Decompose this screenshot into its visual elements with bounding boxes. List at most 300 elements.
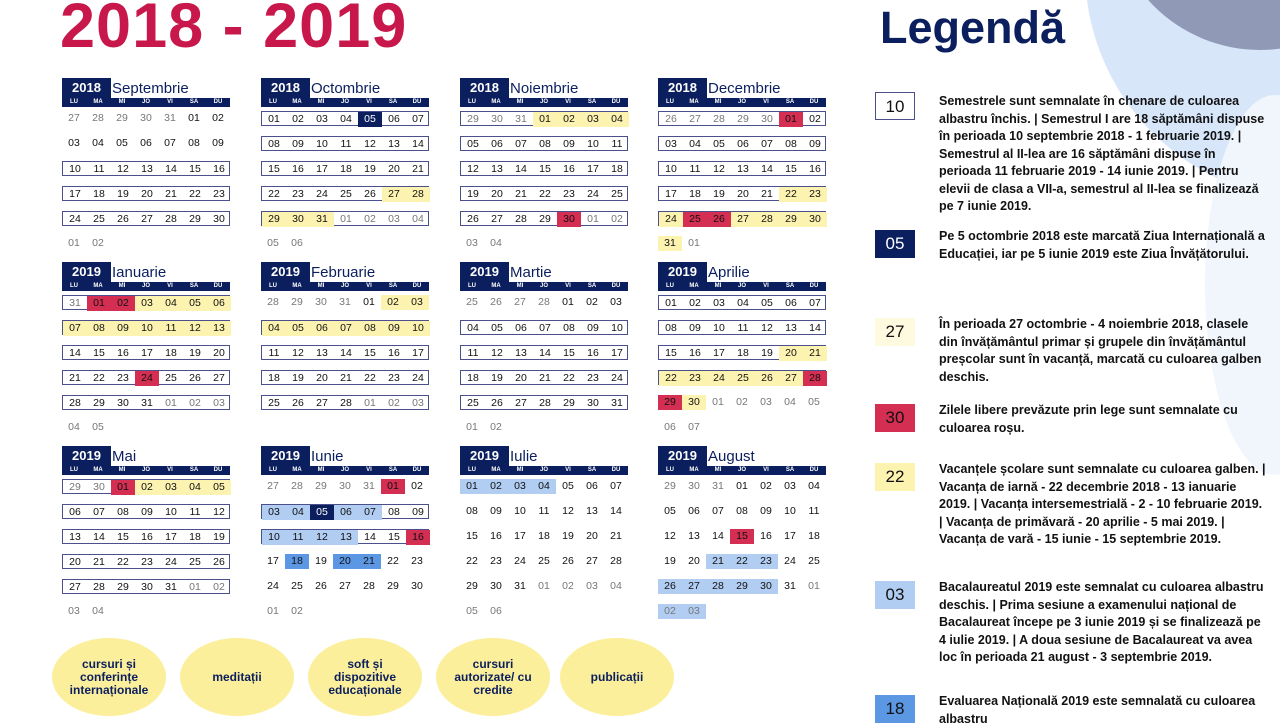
weekday-label: MI (118, 99, 126, 105)
day-cell: 07 (515, 138, 527, 150)
day-cell: 23 (803, 187, 827, 202)
day-cell: 30 (117, 397, 129, 409)
day-cell: 23 (683, 371, 707, 386)
day-cell: 28 (406, 187, 430, 202)
day-cell: 18 (538, 530, 550, 542)
day-cell: 13 (316, 347, 328, 359)
day-cell: 26 (467, 213, 479, 225)
day-cell: 19 (213, 531, 225, 543)
day-cell: 03 (68, 605, 80, 617)
weekday-label: JO (141, 99, 150, 105)
day-cell: 04 (92, 605, 104, 617)
week-row (658, 111, 826, 126)
day-cell: 20 (515, 372, 527, 384)
month-year: 2018 (658, 78, 707, 98)
day-cell: 03 (508, 479, 532, 494)
weekday-label: DU (611, 99, 621, 105)
weekday-label: JO (340, 99, 349, 105)
weekday-label: SA (587, 99, 597, 105)
day-cell: 06 (388, 113, 400, 125)
day-cell: 18 (611, 163, 623, 175)
day-cell: 01 (381, 479, 405, 494)
day-cell: 23 (587, 372, 599, 384)
day-cell: 29 (116, 112, 128, 124)
day-cell: 02 (658, 604, 682, 619)
month-header (260, 446, 430, 466)
day-cell: 13 (688, 530, 700, 542)
day-cell: 10 (713, 322, 725, 334)
month-name: August (708, 448, 755, 465)
day-cell: 30 (587, 397, 599, 409)
day-cell: 16 (213, 163, 225, 175)
day-cell: 05 (267, 237, 279, 249)
day-cell: 05 (358, 112, 382, 127)
day-cell: 19 (467, 188, 479, 200)
day-cell: 20 (316, 372, 328, 384)
day-cell: 04 (532, 479, 556, 494)
month-year: 2019 (62, 446, 111, 466)
day-cell: 30 (315, 296, 327, 308)
week-row (62, 295, 230, 310)
day-cell: 14 (712, 530, 724, 542)
day-cell: 09 (292, 138, 304, 150)
day-cell: 25 (189, 556, 201, 568)
day-cell: 09 (689, 322, 701, 334)
weekday-label: DU (611, 467, 621, 473)
day-cell: 15 (117, 531, 129, 543)
service-bubble[interactable]: cursuri autorizate/ cu credite (436, 638, 550, 716)
day-cell: 27 (491, 213, 503, 225)
day-cell: 19 (664, 555, 676, 567)
week-row (460, 236, 628, 251)
day-cell: 29 (658, 395, 682, 410)
week-row (658, 579, 826, 594)
weekday-label: JO (340, 467, 349, 473)
day-cell: 20 (213, 347, 225, 359)
month-header (61, 78, 231, 98)
day-cell: 07 (712, 505, 724, 517)
service-bubble[interactable]: publicații (560, 638, 674, 716)
day-cell: 05 (286, 321, 310, 336)
day-cell: 06 (664, 421, 676, 433)
day-cell: 26 (755, 371, 779, 386)
day-cell: 24 (587, 188, 599, 200)
day-cell: 01 (340, 213, 352, 225)
day-cell: 08 (785, 138, 797, 150)
day-cell: 06 (737, 138, 749, 150)
week-row (460, 295, 628, 310)
day-cell: 14 (93, 531, 105, 543)
day-cell: 19 (491, 372, 503, 384)
day-cell: 28 (69, 397, 81, 409)
day-cell: 03 (665, 138, 677, 150)
day-cell: 15 (730, 529, 754, 544)
day-cell: 23 (117, 372, 129, 384)
day-cell: 22 (466, 555, 478, 567)
weekday-label: LU (269, 99, 277, 105)
weekday-label: MI (317, 283, 325, 289)
day-cell: 05 (491, 322, 503, 334)
month-year: 2019 (658, 262, 707, 282)
day-cell: 04 (68, 421, 80, 433)
day-cell: 28 (515, 213, 527, 225)
day-cell: 18 (268, 372, 280, 384)
weekday-label: MA (93, 467, 103, 473)
day-cell: 14 (340, 347, 352, 359)
day-cell: 29 (467, 113, 479, 125)
day-cell: 24 (784, 555, 796, 567)
month-year: 2019 (658, 446, 707, 466)
day-cell: 04 (610, 580, 622, 592)
day-cell: 06 (291, 237, 303, 249)
day-cell: 13 (207, 321, 231, 336)
day-cell: 14 (412, 138, 424, 150)
day-cell: 04 (286, 505, 310, 520)
day-cell: 03 (68, 137, 80, 149)
day-cell: 26 (491, 397, 503, 409)
week-row (261, 161, 429, 176)
day-cell: 05 (562, 480, 574, 492)
day-cell: 14 (539, 347, 551, 359)
weekday-label: MA (689, 283, 699, 289)
day-cell: 29 (189, 213, 201, 225)
day-cell: 01 (533, 112, 557, 127)
day-cell: 24 (135, 371, 159, 386)
day-cell: 05 (207, 480, 231, 495)
day-cell: 17 (713, 347, 725, 359)
weekday-label: MA (292, 467, 302, 473)
month-name: Ianuarie (112, 264, 167, 281)
day-cell: 04 (92, 137, 104, 149)
weekday-label: MA (292, 283, 302, 289)
day-cell: 13 (586, 505, 598, 517)
day-cell: 27 (267, 480, 279, 492)
weekday-label: LU (666, 283, 674, 289)
legend-swatch: 03 (875, 581, 915, 609)
day-cell: 14 (364, 531, 376, 543)
day-cell: 27 (339, 580, 351, 592)
day-cell: 23 (388, 372, 400, 384)
week-row (261, 370, 429, 385)
day-cell: 02 (292, 113, 304, 125)
weekday-label: DU (809, 99, 819, 105)
legend-swatch: 22 (875, 463, 915, 491)
week-row (460, 111, 628, 126)
day-cell: 12 (213, 506, 225, 518)
page-title: 2018 - 2019 (60, 0, 408, 61)
legend-swatch: 05 (875, 230, 915, 258)
weekday-label: MA (491, 283, 501, 289)
month-header (657, 78, 827, 98)
day-cell: 27 (382, 187, 406, 202)
weekday-label: MI (118, 283, 126, 289)
day-cell: 30 (682, 395, 706, 410)
legend-text: Evaluarea Națională 2019 este semnalată cu culoarea albastru (939, 694, 1256, 726)
month-name: Martie (510, 264, 552, 281)
day-cell: 20 (491, 188, 503, 200)
week-row (658, 420, 826, 435)
week-row (261, 395, 429, 410)
day-cell: 29 (315, 480, 327, 492)
week-row (62, 236, 230, 251)
week-row (460, 370, 628, 385)
service-bubble[interactable]: cursuri și conferințe internaționale (52, 638, 166, 716)
day-cell: 26 (562, 555, 574, 567)
day-cell: 01 (267, 605, 279, 617)
weekday-label: MA (93, 283, 103, 289)
day-cell: 06 (334, 505, 358, 520)
day-cell: 25 (93, 213, 105, 225)
day-cell: 31 (712, 480, 724, 492)
service-bubble[interactable]: soft și dispozitive educaționale (308, 638, 422, 716)
day-cell: 24 (412, 372, 424, 384)
day-cell: 30 (140, 112, 152, 124)
week-row (261, 345, 429, 360)
weekday-label: DU (611, 283, 621, 289)
week-row (261, 479, 429, 494)
service-bubble[interactable]: meditații (180, 638, 294, 716)
week-row (62, 529, 230, 544)
weekday-label: JO (539, 99, 548, 105)
day-cell: 26 (292, 397, 304, 409)
weekday-label: VI (565, 467, 571, 473)
day-cell: 01 (165, 397, 177, 409)
weekday-header (658, 98, 826, 107)
day-cell: 31 (658, 236, 682, 251)
day-cell: 21 (412, 163, 424, 175)
day-cell: 01 (712, 396, 724, 408)
day-cell: 25 (683, 212, 707, 227)
day-cell: 22 (117, 556, 129, 568)
weekday-label: VI (763, 467, 769, 473)
day-cell: 17 (587, 163, 599, 175)
day-cell: 09 (111, 321, 135, 336)
day-cell: 07 (809, 297, 821, 309)
day-cell: 28 (803, 371, 827, 386)
day-cell: 18 (165, 347, 177, 359)
day-cell: 03 (713, 297, 725, 309)
day-cell: 04 (490, 237, 502, 249)
weekday-label: MA (491, 99, 501, 105)
weekday-label: MA (292, 99, 302, 105)
day-cell: 01 (688, 237, 700, 249)
day-cell: 18 (189, 531, 201, 543)
month-name: Aprilie (708, 264, 750, 281)
month-name: Iulie (510, 448, 538, 465)
day-cell: 08 (268, 138, 280, 150)
weekday-label: JO (141, 283, 150, 289)
day-cell: 18 (93, 188, 105, 200)
day-cell: 04 (605, 112, 629, 127)
day-cell: 07 (412, 113, 424, 125)
month-decembrie (657, 78, 827, 253)
month-name: Decembrie (708, 80, 781, 97)
day-cell: 28 (92, 112, 104, 124)
day-cell: 14 (69, 347, 81, 359)
day-cell: 03 (388, 213, 400, 225)
week-row (460, 554, 628, 569)
day-cell: 02 (611, 213, 623, 225)
day-cell: 29 (69, 481, 81, 493)
month-mai (61, 446, 231, 621)
week-row (261, 504, 429, 519)
day-cell: 02 (557, 112, 581, 127)
day-cell: 02 (760, 480, 772, 492)
day-cell: 30 (213, 213, 225, 225)
week-row (658, 236, 826, 251)
day-cell: 12 (761, 322, 773, 334)
day-cell: 11 (159, 321, 183, 336)
month-year: 2019 (460, 446, 509, 466)
day-cell: 01 (562, 296, 574, 308)
day-cell: 06 (140, 137, 152, 149)
month-year: 2019 (62, 262, 111, 282)
weekday-label: MA (93, 99, 103, 105)
weekday-label: SA (189, 467, 199, 473)
day-cell: 12 (183, 321, 207, 336)
day-cell: 17 (141, 347, 153, 359)
day-cell: 22 (563, 372, 575, 384)
week-row (460, 136, 628, 151)
week-row (62, 136, 230, 151)
day-cell: 02 (111, 296, 135, 311)
day-cell: 07 (358, 505, 382, 520)
weekday-label: DU (412, 99, 422, 105)
weekday-label: SA (388, 283, 398, 289)
day-cell: 10 (587, 138, 599, 150)
day-cell: 23 (754, 554, 778, 569)
week-row (261, 529, 429, 544)
weekday-header (261, 98, 429, 107)
weekday-label: VI (167, 467, 173, 473)
day-cell: 24 (316, 188, 328, 200)
day-cell: 15 (388, 531, 400, 543)
day-cell: 27 (68, 112, 80, 124)
day-cell: 23 (292, 188, 304, 200)
day-cell: 27 (69, 581, 81, 593)
month-august (657, 446, 827, 621)
day-cell: 27 (682, 579, 706, 594)
day-cell: 22 (364, 372, 376, 384)
month-year: 2018 (261, 78, 310, 98)
week-row (62, 579, 230, 594)
weekday-label: MI (714, 99, 722, 105)
day-cell: 01 (808, 580, 820, 592)
day-cell: 30 (754, 579, 778, 594)
weekday-label: MI (516, 467, 524, 473)
week-row (261, 211, 429, 226)
day-cell: 28 (539, 397, 551, 409)
day-cell: 05 (467, 138, 479, 150)
day-cell: 04 (689, 138, 701, 150)
day-cell: 11 (268, 347, 280, 359)
day-cell: 20 (586, 530, 598, 542)
day-cell: 26 (189, 372, 201, 384)
week-row (261, 236, 429, 251)
weekday-label: MI (714, 283, 722, 289)
day-cell: 20 (737, 188, 749, 200)
month-header (260, 78, 430, 98)
day-cell: 05 (116, 137, 128, 149)
weekday-header (460, 98, 628, 107)
day-cell: 31 (339, 296, 351, 308)
weekday-label: MI (516, 283, 524, 289)
day-cell: 19 (761, 347, 773, 359)
day-cell: 18 (285, 554, 309, 569)
day-cell: 12 (491, 347, 503, 359)
weekday-label: SA (785, 283, 795, 289)
day-cell: 09 (141, 506, 153, 518)
weekday-label: DU (213, 99, 223, 105)
day-cell: 09 (809, 138, 821, 150)
week-row (62, 554, 230, 569)
day-cell: 08 (188, 137, 200, 149)
day-cell: 01 (587, 213, 599, 225)
day-cell: 05 (183, 296, 207, 311)
day-cell: 13 (785, 322, 797, 334)
day-cell: 09 (490, 505, 502, 517)
day-cell: 27 (514, 296, 526, 308)
day-cell: 10 (135, 321, 159, 336)
day-cell: 11 (93, 163, 105, 175)
day-cell: 31 (165, 581, 177, 593)
day-cell: 24 (611, 372, 623, 384)
day-cell: 13 (69, 531, 81, 543)
month-name: Iunie (311, 448, 344, 465)
day-cell: 06 (310, 321, 334, 336)
week-row (658, 186, 826, 201)
day-cell: 28 (363, 580, 375, 592)
day-cell: 27 (731, 212, 755, 227)
day-cell: 13 (334, 530, 358, 545)
day-cell: 02 (388, 397, 400, 409)
day-cell: 10 (316, 138, 328, 150)
day-cell: 09 (587, 322, 599, 334)
day-cell: 07 (610, 480, 622, 492)
day-cell: 21 (165, 188, 177, 200)
day-cell: 06 (688, 505, 700, 517)
week-row (658, 295, 826, 310)
weekday-label: VI (565, 99, 571, 105)
month-year: 2019 (460, 262, 509, 282)
day-cell: 11 (286, 530, 310, 545)
day-cell: 11 (538, 505, 550, 517)
day-cell: 16 (406, 530, 430, 545)
day-cell: 04 (808, 480, 820, 492)
weekday-label: LU (468, 467, 476, 473)
weekday-header (62, 98, 230, 107)
week-row (62, 320, 230, 335)
day-cell: 19 (364, 163, 376, 175)
month-name: Noiembrie (510, 80, 579, 97)
day-cell: 19 (562, 530, 574, 542)
day-cell: 30 (761, 113, 773, 125)
month-header (61, 446, 231, 466)
day-cell: 29 (737, 113, 749, 125)
week-row (460, 211, 628, 226)
weekday-label: VI (366, 99, 372, 105)
day-cell: 17 (611, 347, 623, 359)
day-cell: 23 (411, 555, 423, 567)
day-cell: 29 (387, 580, 399, 592)
day-cell: 04 (262, 321, 286, 336)
week-row (658, 370, 826, 385)
weekday-header (62, 466, 230, 475)
day-cell: 28 (165, 213, 177, 225)
day-cell: 19 (315, 555, 327, 567)
weekday-header (261, 282, 429, 291)
weekday-label: LU (70, 99, 78, 105)
